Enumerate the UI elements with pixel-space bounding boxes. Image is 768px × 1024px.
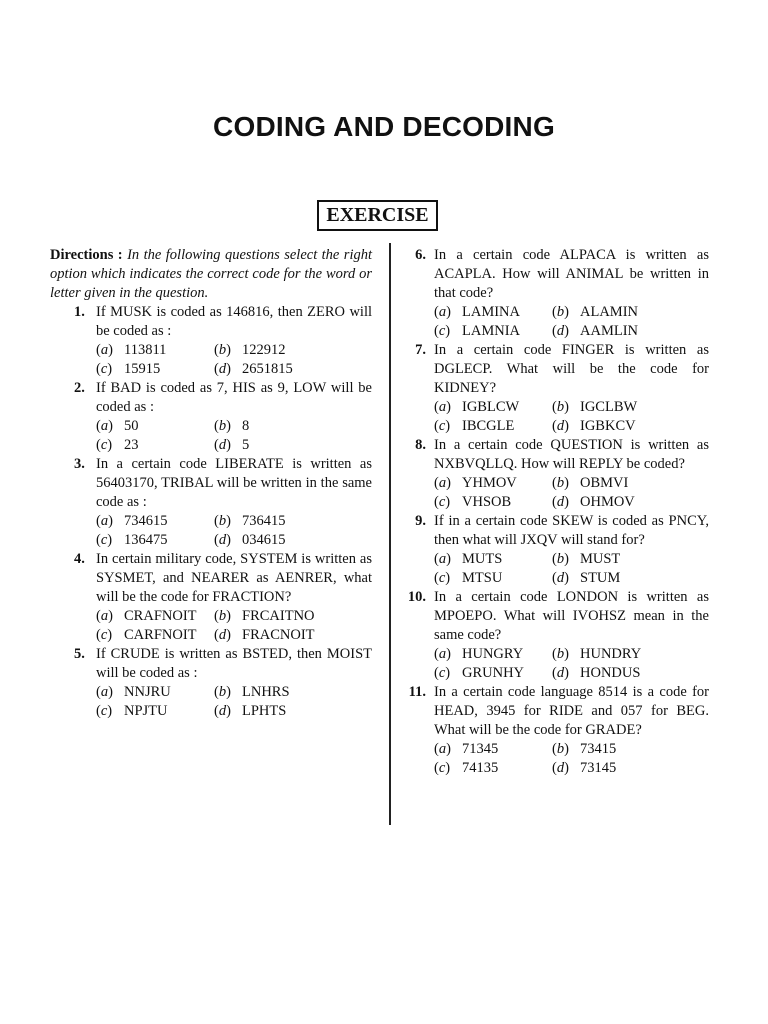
answer-option bbox=[552, 569, 709, 588]
option-letter-text: c bbox=[100, 361, 108, 377]
column-divider bbox=[389, 243, 391, 825]
option-letter-text: c bbox=[100, 532, 108, 548]
option-value: MTSU bbox=[462, 570, 503, 586]
option-letter: (b) bbox=[214, 684, 231, 700]
question-number: 9. bbox=[415, 513, 426, 529]
option-list bbox=[96, 341, 372, 379]
option-value: HUNGRY bbox=[462, 646, 524, 662]
option-value: NPJTU bbox=[124, 703, 168, 719]
option-value: 136475 bbox=[124, 532, 168, 548]
option-letter-text: b bbox=[556, 646, 565, 662]
option-letter: (d) bbox=[552, 418, 569, 434]
option-value: 73145 bbox=[580, 760, 617, 776]
option-list bbox=[434, 645, 709, 683]
option-letter: (c) bbox=[96, 627, 113, 643]
answer-option bbox=[214, 341, 372, 360]
question-text: In a certain code LONDON is written as MPOEPO. What will IVOHSZ mean in the same code? bbox=[434, 589, 709, 643]
option-letter-text: a bbox=[100, 513, 109, 529]
question-text: In a certain code QUESTION is written as NXBVQLLQ. How will REPLY be coded? bbox=[434, 437, 709, 472]
option-letter: (d) bbox=[214, 703, 231, 719]
answer-option bbox=[96, 360, 214, 379]
option-value: VHSOB bbox=[462, 494, 512, 510]
option-letter: (d) bbox=[552, 323, 569, 339]
answer-option bbox=[434, 569, 552, 588]
answer-option bbox=[96, 702, 214, 721]
option-letter: (b) bbox=[214, 342, 231, 358]
answer-option bbox=[434, 303, 552, 322]
option-letter-text: d bbox=[218, 437, 227, 453]
question-text: In a certain code FINGER is written as DGLECP. What will be the code for KIDNEY? bbox=[434, 342, 709, 396]
answer-option bbox=[552, 303, 709, 322]
option-letter: (b) bbox=[552, 646, 569, 662]
option-letter: (a) bbox=[96, 418, 113, 434]
option-letter-text: d bbox=[556, 418, 565, 434]
option-value: HUNDRY bbox=[580, 646, 642, 662]
right-column bbox=[402, 246, 709, 778]
option-value: IGCLBW bbox=[580, 399, 638, 415]
question-text: In a certain code language 8514 is a code for HEAD, 3945 for RIDE and 057 for BEG. What will be the code for GRADE? bbox=[434, 684, 709, 738]
option-letter: (b) bbox=[214, 418, 231, 434]
option-letter: (c) bbox=[96, 703, 113, 719]
option-letter-text: a bbox=[438, 741, 447, 757]
option-value: 74135 bbox=[462, 760, 499, 776]
answer-option bbox=[434, 550, 552, 569]
answer-option bbox=[214, 607, 372, 626]
option-letter: (c) bbox=[434, 418, 451, 434]
option-letter-text: a bbox=[100, 608, 109, 624]
option-letter-text: d bbox=[556, 760, 565, 776]
option-value: 122912 bbox=[242, 342, 286, 358]
question-item bbox=[402, 588, 709, 683]
question-number: 6. bbox=[415, 247, 426, 263]
directions-label: Directions : bbox=[50, 247, 123, 263]
option-letter: (d) bbox=[214, 532, 231, 548]
option-value: YHMOV bbox=[462, 475, 517, 491]
question-item bbox=[50, 379, 372, 455]
option-letter-text: c bbox=[438, 494, 446, 510]
option-value: 71345 bbox=[462, 741, 499, 757]
option-letter-text: b bbox=[218, 342, 227, 358]
option-letter: (a) bbox=[434, 646, 451, 662]
option-value: LAMNIA bbox=[462, 323, 520, 339]
directions-text: In the following questions select the right option which indicates the correct code for the word or letter given in the question. bbox=[50, 247, 373, 301]
option-value: OHMOV bbox=[580, 494, 635, 510]
answer-option bbox=[552, 645, 709, 664]
question-text: In certain military code, SYSTEM is written as SYSMET, and NEARER as AENRER, what will be the code for FRACTION? bbox=[96, 551, 372, 605]
option-value: LPHTS bbox=[242, 703, 287, 719]
question-number: 2. bbox=[74, 380, 85, 396]
answer-option bbox=[214, 360, 372, 379]
option-value: 23 bbox=[124, 437, 139, 453]
option-letter: (c) bbox=[96, 532, 113, 548]
option-value: 2651815 bbox=[242, 361, 293, 377]
question-item bbox=[402, 512, 709, 588]
question-number: 10. bbox=[407, 589, 426, 605]
option-letter: (d) bbox=[552, 570, 569, 586]
answer-option bbox=[96, 512, 214, 531]
option-letter: (d) bbox=[214, 437, 231, 453]
answer-option bbox=[552, 474, 709, 493]
option-letter-text: c bbox=[100, 627, 108, 643]
option-letter-text: b bbox=[556, 304, 565, 320]
answer-option bbox=[434, 759, 552, 778]
option-letter-text: c bbox=[438, 418, 446, 434]
answer-option bbox=[434, 664, 552, 683]
question-item bbox=[50, 303, 372, 379]
question-number: 11. bbox=[408, 684, 426, 700]
question-text: If in a certain code SKEW is coded as PNCY, then what will JXQV will stand for? bbox=[434, 513, 709, 548]
option-letter: (c) bbox=[434, 494, 451, 510]
option-list bbox=[434, 740, 709, 778]
answer-option bbox=[552, 417, 709, 436]
answer-option bbox=[552, 740, 709, 759]
right-question-list bbox=[402, 246, 709, 778]
answer-option bbox=[96, 417, 214, 436]
option-letter-text: b bbox=[218, 608, 227, 624]
option-letter-text: d bbox=[218, 627, 227, 643]
option-letter-text: a bbox=[438, 304, 447, 320]
option-letter-text: b bbox=[556, 475, 565, 491]
option-letter: (a) bbox=[96, 342, 113, 358]
option-letter: (d) bbox=[552, 665, 569, 681]
question-number: 8. bbox=[415, 437, 426, 453]
option-value: IGBLCW bbox=[462, 399, 520, 415]
answer-option bbox=[214, 702, 372, 721]
answer-option bbox=[434, 645, 552, 664]
option-letter-text: a bbox=[438, 399, 447, 415]
option-letter-text: c bbox=[438, 323, 446, 339]
option-value: 734615 bbox=[124, 513, 168, 529]
option-letter-text: a bbox=[100, 418, 109, 434]
option-value: ALAMIN bbox=[580, 304, 638, 320]
option-value: HONDUS bbox=[580, 665, 641, 681]
option-letter-text: d bbox=[556, 323, 565, 339]
option-value: MUTS bbox=[462, 551, 503, 567]
option-letter-text: b bbox=[556, 551, 565, 567]
option-letter-text: c bbox=[438, 665, 446, 681]
answer-option bbox=[96, 607, 214, 626]
option-value: AAMLIN bbox=[580, 323, 638, 339]
answer-option bbox=[96, 626, 214, 645]
option-letter-text: a bbox=[438, 551, 447, 567]
question-item bbox=[50, 645, 372, 721]
option-list bbox=[96, 683, 372, 721]
option-letter: (c) bbox=[434, 323, 451, 339]
answer-option bbox=[214, 417, 372, 436]
option-value: FRCAITNO bbox=[242, 608, 315, 624]
option-letter-text: c bbox=[100, 703, 108, 719]
option-list bbox=[434, 550, 709, 588]
option-letter: (a) bbox=[434, 304, 451, 320]
option-letter: (d) bbox=[214, 627, 231, 643]
option-letter: (c) bbox=[96, 361, 113, 377]
option-list bbox=[96, 607, 372, 645]
option-letter: (a) bbox=[434, 399, 451, 415]
option-value: MUST bbox=[580, 551, 621, 567]
question-item bbox=[402, 683, 709, 778]
option-letter-text: b bbox=[556, 399, 565, 415]
answer-option bbox=[214, 531, 372, 550]
option-letter: (c) bbox=[96, 437, 113, 453]
option-value: 034615 bbox=[242, 532, 286, 548]
exercise-heading: EXERCISE bbox=[317, 200, 438, 231]
question-text: In a certain code ALPACA is written as ACAPLA. How will ANIMAL be written in that code? bbox=[434, 247, 709, 301]
left-column bbox=[50, 246, 372, 721]
option-letter: (d) bbox=[552, 760, 569, 776]
question-text: In a certain code LIBERATE is written as 56403170, TRIBAL will be written in the same code as : bbox=[96, 456, 372, 510]
option-value: LAMINA bbox=[462, 304, 520, 320]
option-value: STUM bbox=[580, 570, 621, 586]
directions bbox=[50, 246, 372, 303]
answer-option bbox=[552, 493, 709, 512]
answer-option bbox=[214, 436, 372, 455]
option-letter: (b) bbox=[552, 741, 569, 757]
option-value: CRAFNOIT bbox=[124, 608, 197, 624]
answer-option bbox=[434, 740, 552, 759]
answer-option bbox=[434, 322, 552, 341]
option-letter-text: a bbox=[438, 646, 447, 662]
answer-option bbox=[434, 474, 552, 493]
option-value: 50 bbox=[124, 418, 139, 434]
question-item bbox=[50, 455, 372, 550]
option-list bbox=[434, 398, 709, 436]
option-value: CARFNOIT bbox=[124, 627, 197, 643]
option-value: GRUNHY bbox=[462, 665, 525, 681]
option-letter: (a) bbox=[96, 608, 113, 624]
page-title: CODING AND DECODING bbox=[213, 111, 555, 142]
option-letter-text: c bbox=[438, 570, 446, 586]
answer-option bbox=[214, 626, 372, 645]
question-text: If MUSK is coded as 146816, then ZERO will be coded as : bbox=[96, 304, 372, 339]
answer-option bbox=[434, 417, 552, 436]
left-question-list bbox=[50, 303, 372, 721]
answer-option bbox=[96, 341, 214, 360]
option-letter-text: d bbox=[556, 494, 565, 510]
option-letter-text: c bbox=[438, 760, 446, 776]
option-letter-text: a bbox=[100, 342, 109, 358]
question-text: If BAD is coded as 7, HIS as 9, LOW will be coded as : bbox=[96, 380, 372, 415]
option-letter: (d) bbox=[214, 361, 231, 377]
option-value: 113811 bbox=[124, 342, 167, 358]
answer-option bbox=[214, 512, 372, 531]
question-number: 5. bbox=[74, 646, 85, 662]
option-value: 15915 bbox=[124, 361, 161, 377]
question-item bbox=[402, 436, 709, 512]
option-letter: (b) bbox=[552, 475, 569, 491]
question-number: 4. bbox=[74, 551, 85, 567]
answer-option bbox=[552, 759, 709, 778]
question-number: 1. bbox=[74, 304, 85, 320]
option-letter-text: a bbox=[438, 475, 447, 491]
option-letter-text: d bbox=[218, 703, 227, 719]
option-letter-text: d bbox=[556, 665, 565, 681]
question-number: 3. bbox=[74, 456, 85, 472]
option-value: LNHRS bbox=[242, 684, 290, 700]
option-letter-text: d bbox=[218, 532, 227, 548]
answer-option bbox=[214, 683, 372, 702]
question-text: If CRUDE is written as BSTED, then MOIST will be coded as : bbox=[96, 646, 372, 681]
option-value: FRACNOIT bbox=[242, 627, 315, 643]
answer-option bbox=[552, 664, 709, 683]
answer-option bbox=[434, 398, 552, 417]
option-list bbox=[96, 417, 372, 455]
option-letter: (c) bbox=[434, 570, 451, 586]
option-letter: (b) bbox=[552, 551, 569, 567]
option-list bbox=[434, 474, 709, 512]
option-letter: (c) bbox=[434, 665, 451, 681]
answer-option bbox=[552, 550, 709, 569]
option-letter: (b) bbox=[552, 399, 569, 415]
option-letter: (c) bbox=[434, 760, 451, 776]
question-item bbox=[402, 341, 709, 436]
question-number: 7. bbox=[415, 342, 426, 358]
option-letter-text: b bbox=[218, 513, 227, 529]
option-list bbox=[434, 303, 709, 341]
option-letter-text: b bbox=[218, 418, 227, 434]
option-value: 73415 bbox=[580, 741, 617, 757]
option-letter-text: d bbox=[218, 361, 227, 377]
option-letter: (a) bbox=[96, 513, 113, 529]
answer-option bbox=[96, 531, 214, 550]
option-value: NNJRU bbox=[124, 684, 171, 700]
option-letter: (b) bbox=[214, 608, 231, 624]
answer-option bbox=[552, 398, 709, 417]
option-value: IBCGLE bbox=[462, 418, 515, 434]
question-item bbox=[50, 550, 372, 645]
option-letter: (a) bbox=[96, 684, 113, 700]
option-value: 736415 bbox=[242, 513, 286, 529]
option-letter-text: d bbox=[556, 570, 565, 586]
option-letter: (b) bbox=[214, 513, 231, 529]
question-item bbox=[402, 246, 709, 341]
option-letter-text: a bbox=[100, 684, 109, 700]
option-value: OBMVI bbox=[580, 475, 629, 491]
option-letter: (a) bbox=[434, 551, 451, 567]
option-value: 8 bbox=[242, 418, 250, 434]
option-letter-text: b bbox=[556, 741, 565, 757]
option-letter-text: c bbox=[100, 437, 108, 453]
option-letter: (a) bbox=[434, 741, 451, 757]
option-letter: (d) bbox=[552, 494, 569, 510]
option-list bbox=[96, 512, 372, 550]
answer-option bbox=[96, 683, 214, 702]
option-value: 5 bbox=[242, 437, 250, 453]
answer-option bbox=[434, 493, 552, 512]
answer-option bbox=[96, 436, 214, 455]
option-letter-text: b bbox=[218, 684, 227, 700]
option-letter: (a) bbox=[434, 475, 451, 491]
answer-option bbox=[552, 322, 709, 341]
option-letter: (b) bbox=[552, 304, 569, 320]
option-value: IGBKCV bbox=[580, 418, 636, 434]
